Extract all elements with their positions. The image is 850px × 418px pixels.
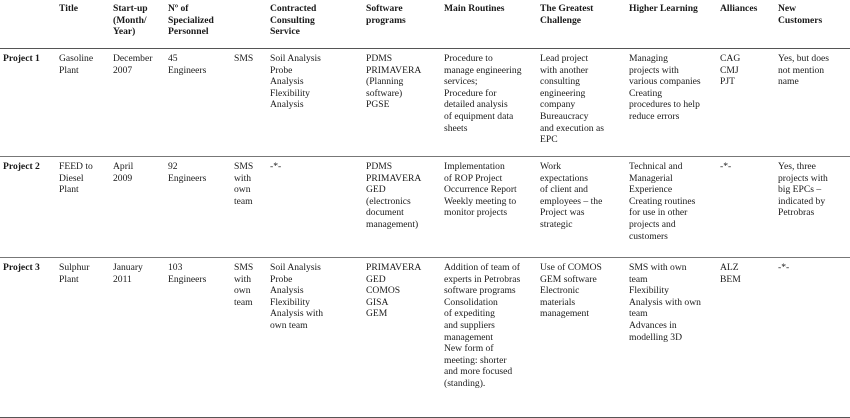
alliances-cell: CAG CMJ PJT: [717, 49, 775, 157]
software-cell: PRIMAVERA GED COMOS GISA GEM: [363, 258, 441, 418]
challenge-cell: Lead project with another consulting engineering company Bureaucracy and execution as EPC: [537, 49, 626, 157]
title-cell: Gasoline Plant: [56, 49, 110, 157]
header-learning: Higher Learning: [629, 3, 698, 14]
personnel-cell: 92 Engineers: [165, 157, 231, 258]
sms-cell: SMS: [231, 49, 267, 157]
project-cell: Project 3: [0, 258, 56, 418]
header-startup: Start-up (Month/ Year): [113, 3, 148, 38]
title-cell: Sulphur Plant: [56, 258, 110, 418]
table-row: [0, 258, 850, 418]
consulting-cell: Soil Analysis Probe Analysis Flexibility Analysis with own team: [267, 258, 363, 418]
learning-cell: Technical and Managerial Experience Creating routines for use in other projects and customers: [626, 157, 717, 258]
table-row: [0, 157, 850, 258]
personnel-cell: 45 Engineers: [165, 49, 231, 157]
startup-cell: April 2009: [110, 157, 165, 258]
header-row: [0, 0, 850, 49]
project-cell: Project 1: [0, 49, 56, 157]
alliances-cell: -*-: [717, 157, 775, 258]
consulting-cell: -*-: [267, 157, 363, 258]
header-customers: New Customers: [778, 3, 823, 26]
alliances-cell: ALZ BEM: [717, 258, 775, 418]
title-cell: FEED to Diesel Plant: [56, 157, 110, 258]
software-cell: PDMS PRIMAVERA GED (electronics document management): [363, 157, 441, 258]
startup-cell: January 2011: [110, 258, 165, 418]
startup-cell: December 2007: [110, 49, 165, 157]
customers-cell: -*-: [775, 258, 850, 418]
routines-cell: Addition of team of experts in Petrobras software programs Consolidation of expediting and suppliers management New form of meeting: shorter and more focused (standing).: [441, 258, 537, 418]
personnel-cell: 103 Engineers: [165, 258, 231, 418]
challenge-cell: Work expectations of client and employees – the Project was strategic: [537, 157, 626, 258]
customers-cell: Yes, three projects with big EPCs – indicated by Petrobras: [775, 157, 850, 258]
customers-cell: Yes, but does not mention name: [775, 49, 850, 157]
challenge-cell: Use of COMOS GEM software Electronic materials management: [537, 258, 626, 418]
header-challenge: The Greatest Challenge: [540, 3, 594, 26]
header-project: [0, 0, 56, 49]
routines-cell: Procedure to manage engineering services; Procedure for detailed analysis of equipment data sheets: [441, 49, 537, 157]
learning-cell: Managing projects with various companies Creating procedures to help reduce errors: [626, 49, 717, 157]
project-cell: Project 2: [0, 157, 56, 258]
header-consulting: Contracted Consulting Service: [270, 3, 317, 38]
header-personnel: Nº of Specialized Personnel: [168, 3, 214, 38]
header-alliances: Alliances: [720, 3, 758, 14]
learning-cell: SMS with own team Flexibility Analysis with own team Advances in modelling 3D: [626, 258, 717, 418]
sms-cell: SMS with own team: [231, 157, 267, 258]
header-title: Title: [59, 3, 79, 14]
header-routines: Main Routines: [444, 3, 505, 14]
consulting-cell: Soil Analysis Probe Analysis Flexibility Analysis: [267, 49, 363, 157]
header-software: Software programs: [366, 3, 406, 26]
header-sms: [231, 0, 267, 49]
table-row: [0, 49, 850, 157]
sms-cell: SMS with own team: [231, 258, 267, 418]
software-cell: PDMS PRIMAVERA (Planning software) PGSE: [363, 49, 441, 157]
routines-cell: Implementation of ROP Project Occurrence Report Weekly meeting to monitor projects: [441, 157, 537, 258]
